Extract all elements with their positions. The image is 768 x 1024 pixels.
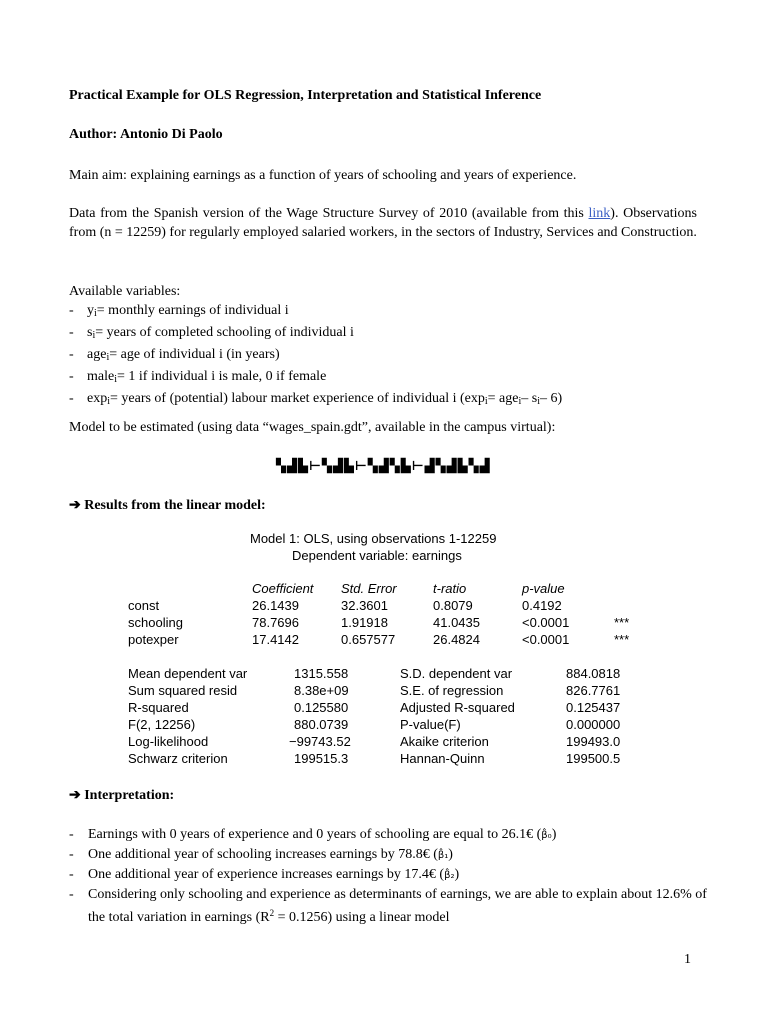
variable-description: = years of (potential) labour market experience of individual i (exp [110,391,485,406]
interpretation-text-close: ) [551,827,557,842]
interpretation-heading-text: Interpretation: [84,788,175,803]
variable-subscript: i [107,396,110,407]
row-p-value: 0.4192 [522,598,562,613]
variable-subscript: i [106,352,110,363]
row-coefficient: 26.1439 [252,598,299,613]
row-p-value: <0.0001 [522,615,570,630]
data-paragraph [69,204,697,242]
interpretation-text-close: ) [454,867,460,882]
variable-symbol: male [87,369,115,384]
variable-subscript: i [114,374,117,385]
beta-hat-1-symbol: β̂₁ [437,850,449,861]
stat-label: Sum squared resid [128,683,238,698]
stat-value: 199515.3 [294,751,349,766]
variable-description: = 1 if individual i is male, 0 if female [117,369,327,384]
stat-value: 0.125580 [294,700,349,715]
row-significance-stars: *** [614,632,630,647]
arrow-icon: ➔ [69,498,81,513]
interpretation-item [69,885,709,927]
stat-label: S.D. dependent var [400,666,513,681]
stat-value: 826.7761 [566,683,621,698]
variable-symbol: s [87,325,93,340]
variable-symbol: y [87,303,94,318]
interpretation-text: = 0.1256) using a linear model [274,910,450,925]
interpretation-item [69,845,709,865]
main-aim-paragraph: Main aim: explaining earnings as a function of years of schooling and years of experience. [69,168,577,183]
variable-subscript: i [518,396,522,407]
stat-value: 0.000000 [566,717,621,732]
stat-value: 199500.5 [566,751,621,766]
stat-label: F(2, 12256) [128,717,196,732]
stat-value: 8.38e+09 [294,683,349,698]
interpretation-text: Earnings with 0 years of experience and 0 years of schooling are equal to 26.1€ ( [88,827,542,842]
model-intro: Model to be estimated (using data “wages_spain.gdt”, available in the campus virtual): [69,420,556,435]
interpretation-heading [69,786,174,805]
header-std-error: Std. Error [341,581,397,596]
stat-value: 1315.558 [294,666,349,681]
header-t-ratio: t-ratio [433,581,467,596]
model-output [0,530,768,770]
variable-item [69,367,709,389]
variable-description: = monthly earnings of individual i [96,303,289,318]
row-t-ratio: 41.0435 [433,615,480,630]
variable-item [69,345,709,367]
variables-heading: Available variables: [69,284,181,299]
row-name: potexper [128,632,179,647]
variable-description: = years of completed schooling of individual i [95,325,354,340]
stat-label: Log-likelihood [128,734,209,749]
variable-subscript: i [94,308,97,319]
row-significance-stars: *** [614,615,630,630]
interpretation-item [69,825,709,845]
stat-value: 880.0739 [294,717,349,732]
variable-description: – s [521,391,538,406]
row-name: const [128,598,160,613]
model-equation-image: ▚▟▙⊢▚▟▙⊢▚▟▚▙⊢▟▚▟▙▚▟ [276,459,491,474]
stat-value: 0.125437 [566,700,621,715]
stat-label: Akaike criterion [400,734,489,749]
stat-label: P-value(F) [400,717,461,732]
header-p-value: p-value [522,581,565,596]
interpretation-text: One additional year of schooling increases earnings by 78.8€ ( [88,847,438,862]
row-t-ratio: 0.8079 [433,598,473,613]
stat-label: S.E. of regression [400,683,504,698]
author-line: Author: Antonio Di Paolo [69,127,223,142]
stat-label: R-squared [128,700,189,715]
interpretation-list [69,825,709,927]
stat-label: Mean dependent var [128,666,248,681]
variable-description: = age of individual i (in years) [109,347,280,362]
output-title: Model 1: OLS, using observations 1-12259 [250,531,497,546]
row-p-value: <0.0001 [522,632,570,647]
interpretation-section [69,825,709,927]
row-std-error: 1.91918 [341,615,388,630]
variable-item [69,301,709,323]
stat-value: −99743.52 [289,734,351,749]
survey-link[interactable]: link [588,206,611,221]
arrow-icon: ➔ [69,788,81,803]
variable-symbol: age [87,347,107,362]
interpretation-text: One additional year of experience increases earnings by 17.4€ ( [88,867,445,882]
variable-symbol: exp [87,391,108,406]
output-dependent-variable: Dependent variable: earnings [292,548,462,563]
results-heading-text: Results from the linear model: [84,498,266,513]
header-coefficient: Coefficient [252,581,314,596]
variable-item [69,389,709,411]
variables-section [69,282,709,411]
document-title: Practical Example for OLS Regression, Interpretation and Statistical Inference [69,88,542,103]
row-coefficient: 78.7696 [252,615,299,630]
interpretation-text-close: ) [448,847,453,862]
results-heading [69,496,266,515]
stat-value: 199493.0 [566,734,621,749]
row-std-error: 32.3601 [341,598,388,613]
row-coefficient: 17.4142 [252,632,299,647]
row-t-ratio: 26.4824 [433,632,480,647]
stat-label: Hannan-Quinn [400,751,485,766]
data-paragraph-text-2: ). Observations from (n = 12259) for regularly employed salaried workers, in the sectors of Industry, Services and Construction. [69,206,697,240]
variable-subscript: i [537,396,540,407]
variables-list [69,301,709,411]
stat-value: 884.0818 [566,666,621,681]
beta-hat-0-symbol: β̂₀ [541,830,552,841]
row-std-error: 0.657577 [341,632,396,647]
stat-label: Schwarz criterion [128,751,228,766]
row-name: schooling [128,615,183,630]
variable-subscript: i [484,396,488,407]
beta-hat-2-symbol: β̂₂ [444,870,455,881]
stat-label: Adjusted R-squared [400,700,515,715]
data-paragraph-text-1: Data from the Spanish version of the Wage Structure Survey of 2010 (available from this [69,206,589,221]
variable-description: = age [487,391,519,406]
interpretation-item [69,865,709,885]
variable-description: – 6) [540,391,563,406]
page-number: 1 [684,952,691,967]
interpretation-text: Considering only schooling and experience as determinants of earnings, we are able to explain about 12.6% of the total variation in earnings (R [88,887,707,925]
variable-subscript: i [92,330,96,341]
r-squared-superscript: 2 [269,908,275,918]
variable-item [69,323,709,345]
